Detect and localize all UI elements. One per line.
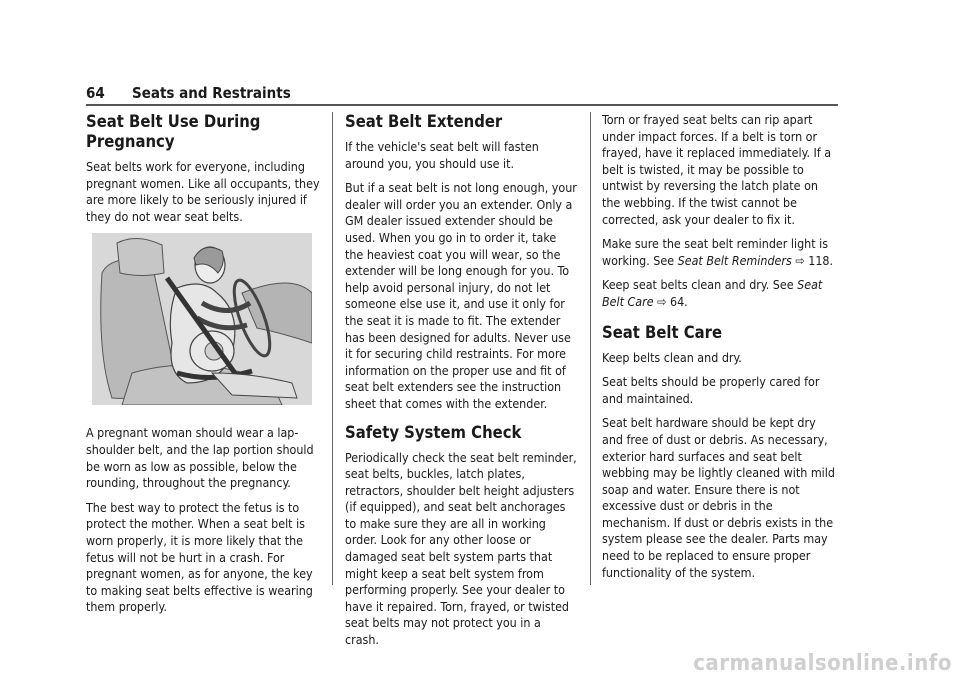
- column-divider: [332, 112, 333, 585]
- seat-belt-care-link[interactable]: Seat Belt Care: [602, 277, 823, 309]
- heading-pregnancy: Seat Belt Use During Pregnancy: [86, 112, 261, 151]
- paragraph: The best way to protect the fetus is to protect the mother. When a seat belt is worn properly, it is more likely that the fetus will not be hurt in a crash. For pregnant women, as for anyone, the key to making seat belts effective is wearing them properly.: [86, 499, 313, 615]
- seat-belt-reminders-link[interactable]: Seat Belt Reminders: [677, 252, 792, 268]
- heading-safety-check: Safety System Check: [345, 422, 522, 442]
- illustration-svg: [92, 233, 312, 405]
- pregnant-woman-illustration: [92, 233, 312, 405]
- paragraph-text: Keep seat belts clean and dry. See: [602, 277, 798, 293]
- paragraph: Seat belts should be properly cared for and maintained.: [602, 374, 820, 406]
- paragraph: Seat belts work for everyone, including pregnant women. Like all occupants, they are more likely to be seriously injured if they do not wear seat belts.: [86, 159, 320, 224]
- column-right: [602, 112, 838, 589]
- paragraph-with-reference: [602, 277, 838, 310]
- paragraph: Periodically check the seat belt reminder, seat belts, buckles, latch plates, retractors, shoulder belt height adjusters (if equipped), and seat belt anchorages to make sure they are all in working order. Look for any other loose or damaged seat belt system parts that might keep a seat belt system from performing properly. See your dealer to have it repaired. Torn, frayed, or twisted seat belts may not protect you in a crash.: [345, 449, 577, 648]
- page-reference[interactable]: ⇨ 64.: [657, 293, 688, 309]
- paragraph: Seat belt hardware should be kept dry and free of dust or debris. As necessary, exterior hard surfaces and seat belt webbing may be lightly cleaned with mild soap and water. Ensure there is not excessive dust or debris in the mechanism. If dust or debris exists in the system please see the dealer. Parts may need to be replaced to ensure proper functionality of the system.: [602, 415, 835, 580]
- heading-extender: Seat Belt Extender: [345, 112, 503, 131]
- page-header: [86, 84, 838, 106]
- paragraph: A pregnant woman should wear a lap-shoulder belt, and the lap portion should be worn as low as possible, below the rounding, throughout the pregnancy.: [86, 425, 314, 491]
- column-middle: [345, 112, 577, 657]
- paragraph-with-reference: [602, 236, 838, 269]
- paragraph: Torn or frayed seat belts can rip apart under impact forces. If a belt is torn or frayed, have it replaced immediately. If a belt is twisted, it may be possible to untwist by reversing the latch plate on the webbing. If the twist cannot be corrected, ask your dealer to fix it.: [602, 112, 832, 227]
- column-divider: [590, 112, 591, 585]
- heading-seat-belt-care: Seat Belt Care: [602, 322, 723, 342]
- paragraph: Keep belts clean and dry.: [602, 349, 742, 365]
- page-number: 64: [86, 84, 105, 102]
- page-reference[interactable]: ⇨ 118.: [795, 252, 834, 268]
- paragraph: But if a seat belt is not long enough, your dealer will order you an extender. Only a GM dealer issued extender should be used. When you go in to order it, take the heaviest coat you will wear, so the extender will be long enough for you. To help avoid personal injury, do not let someone else use it, and use it only for the seat it is made to fit. The extender has been designed for adults. Never use it for securing child restraints. For more information on the proper use and fit of seat belt extenders see the instruction sheet that comes with the extender.: [345, 180, 577, 411]
- column-left: [86, 112, 320, 624]
- section-title: Seats and Restraints: [132, 84, 291, 102]
- paragraph: If the vehicle's seat belt will fasten around you, you should use it.: [345, 139, 539, 171]
- watermark: carmanualsonline.info: [693, 651, 952, 676]
- paragraph-text: Make sure the seat belt reminder light is working. See: [602, 236, 829, 268]
- header-divider: [86, 104, 838, 106]
